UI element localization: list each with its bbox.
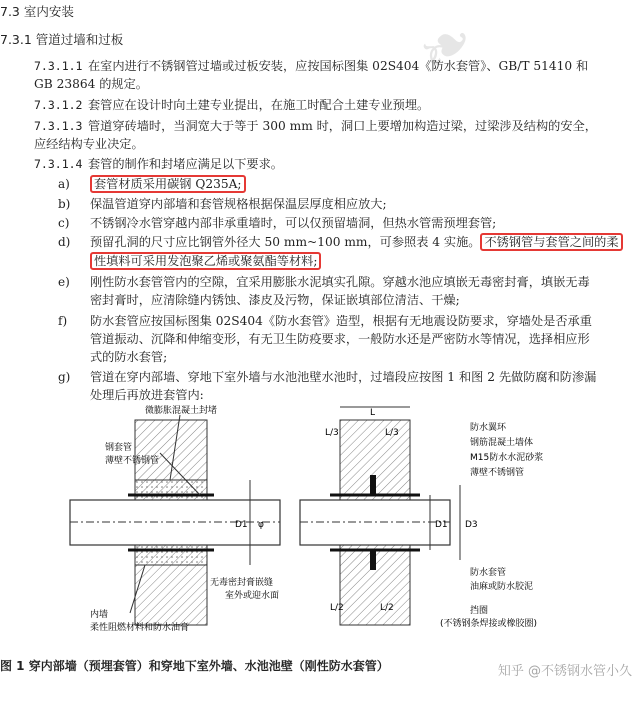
item-label: a) — [58, 177, 70, 191]
clause-number: 7.3.1.2 — [34, 98, 83, 112]
background-watermark: ❧ — [403, 1, 490, 93]
right-wall-drawing — [300, 407, 543, 629]
right-dim-L: L — [370, 408, 376, 418]
clause-text: 管道穿砖墙时，当洞宽大于等于 300 mm 时，洞口上要增加构造过梁，过梁涉及结构的安全， — [88, 119, 597, 133]
right-label-ring2-note: (不锈钢条焊接或橡胶圈) — [440, 619, 538, 629]
left-label-steel-sleeve: 钢套管 — [105, 443, 133, 453]
left-wall-drawing — [70, 405, 280, 633]
clause-7-3-1-1-cont: GB 23864 的规定。 — [34, 77, 148, 91]
list-item-a — [0, 176, 246, 192]
right-label-thin-pipe: 薄壁不锈钢管 — [470, 468, 525, 478]
highlighted-text: 不锈钢管与套管之间的柔 — [480, 233, 622, 251]
item-label: b) — [58, 197, 71, 211]
right-label-sleeve: 防水套管 — [470, 568, 507, 578]
highlighted-text: 套管材质采用碳钢 Q235A; — [90, 175, 246, 193]
list-item-d-cont — [0, 253, 321, 269]
list-item-g-cont: 处理后再放进套管内: — [90, 388, 204, 402]
list-item-f-cont1: 管道振动、沉降和伸缩变形，有无卫生防疫要求，一般防水还是严密防水等情况，选择相应形 — [90, 332, 590, 346]
right-label-m15: M15防水水泥砂浆 — [470, 453, 544, 463]
item-text: 管道在穿内部墙、穿地下室外墙与水池池壁水池时，过墙段应按图 1 和图 2 先做防腐和防渗漏 — [90, 370, 597, 384]
item-text: 防水套管应按国标图集 02S404《防水套管》造型，根据有无地震设防要求，穿墙处是否承重 — [90, 314, 592, 328]
right-dim-d1: D1 — [435, 520, 448, 530]
list-item-e — [0, 274, 590, 290]
item-text: 刚性防水套管管内的空隙，宜采用膨胀水泥填实孔隙。穿越水池应填嵌无毒密封膏，填嵌无毒 — [90, 275, 590, 289]
right-label-ring: 防水翼环 — [470, 423, 507, 433]
left-label-top: 微膨胀混凝土封堵 — [145, 406, 218, 416]
left-label-filler: 柔性阻燃材料和防水油膏 — [90, 623, 190, 633]
clause-7-3-1-2 — [0, 97, 429, 113]
clause-7-3-1-4 — [0, 156, 283, 172]
figure-caption: 图 1 穿内部墙（预埋套管）和穿地下室外墙、水池池壁（刚性防水套管） — [0, 659, 389, 673]
clause-7-3-1-1 — [0, 58, 588, 74]
section-heading-7-3: 7.3 室内安装 — [0, 4, 74, 19]
clause-7-3-1-3 — [0, 118, 597, 134]
clause-text: 在室内进行不锈钢管过墙或过板安装，应按国标图集 02S404《防水套管》、GB/T 51410 和 — [88, 59, 589, 73]
clause-number: 7.3.1.1 — [34, 59, 83, 73]
right-dim-d3: D3 — [465, 520, 478, 530]
right-wing-ring-bottom — [370, 550, 376, 570]
section-heading-7-3-1: 7.3.1 管道过墙和过板 — [0, 32, 124, 47]
left-filler-top — [135, 480, 207, 500]
left-dim-phi: φ — [258, 520, 264, 530]
item-label: d) — [58, 235, 71, 249]
right-dim-l3-b: L/3 — [385, 428, 399, 438]
item-label: e) — [58, 275, 70, 289]
clause-7-3-1-3-cont: 应经结构专业决定。 — [34, 137, 144, 151]
list-item-c — [0, 215, 496, 231]
item-label: c) — [58, 216, 70, 230]
highlighted-text: 性填料可采用发泡聚乙烯或聚氨酯等材料; — [90, 252, 321, 270]
right-dim-l2-b: L/2 — [380, 603, 394, 613]
right-label-concrete: 钢筋混凝土墙体 — [470, 438, 534, 448]
clause-text: 套管应在设计时向土建专业提出，在施工时配合土建专业预埋。 — [88, 98, 430, 112]
clause-number: 7.3.1.4 — [34, 157, 83, 171]
left-dim-d1: D1 — [235, 520, 248, 530]
right-label-putty: 油麻或防水胶泥 — [470, 582, 534, 592]
list-item-g — [0, 369, 596, 385]
left-label-inner-wall: 内墙 — [90, 610, 109, 620]
list-item-e-cont: 密封膏时，应清除缝内锈蚀、漆皮及污物，保证嵌填部位清洁、干燥; — [90, 293, 460, 307]
item-text: 保温管道穿内部墙和套管规格根据保温层厚度相应放大; — [90, 197, 387, 211]
left-label-seal: 无毒密封膏嵌缝 — [210, 578, 274, 588]
right-wing-ring-top — [370, 475, 376, 495]
item-label: g) — [58, 370, 71, 384]
corner-watermark: 知乎 @不锈钢水管小久 — [497, 664, 632, 679]
clause-number: 7.3.1.3 — [34, 119, 83, 133]
item-label: f) — [58, 314, 68, 328]
clause-text: 套管的制作和封堵应满足以下要求。 — [88, 157, 283, 171]
left-label-thin-pipe: 薄壁不锈钢管 — [105, 456, 160, 466]
item-text: 不锈钢冷水管穿越内部非承重墙时，可以仅预留墙洞，但热水管需预埋套管; — [90, 216, 497, 230]
list-item-f — [0, 313, 592, 329]
figure-1 — [0, 405, 640, 660]
right-label-ring2: 挡圈 — [470, 606, 489, 616]
list-item-b — [0, 196, 387, 212]
right-dim-l2-a: L/2 — [330, 603, 344, 613]
left-label-facing: 室外或迎水面 — [225, 591, 280, 601]
item-text: 预留孔洞的尺寸应比钢管外径大 50 mm~100 mm，可参照表 4 实施。 — [90, 235, 481, 249]
figure-1-drawing — [0, 405, 640, 655]
list-item-d — [0, 234, 623, 250]
left-filler-bottom — [135, 545, 207, 565]
list-item-f-cont2: 式的防水套管; — [90, 350, 168, 364]
right-dim-l3-a: L/3 — [325, 428, 339, 438]
